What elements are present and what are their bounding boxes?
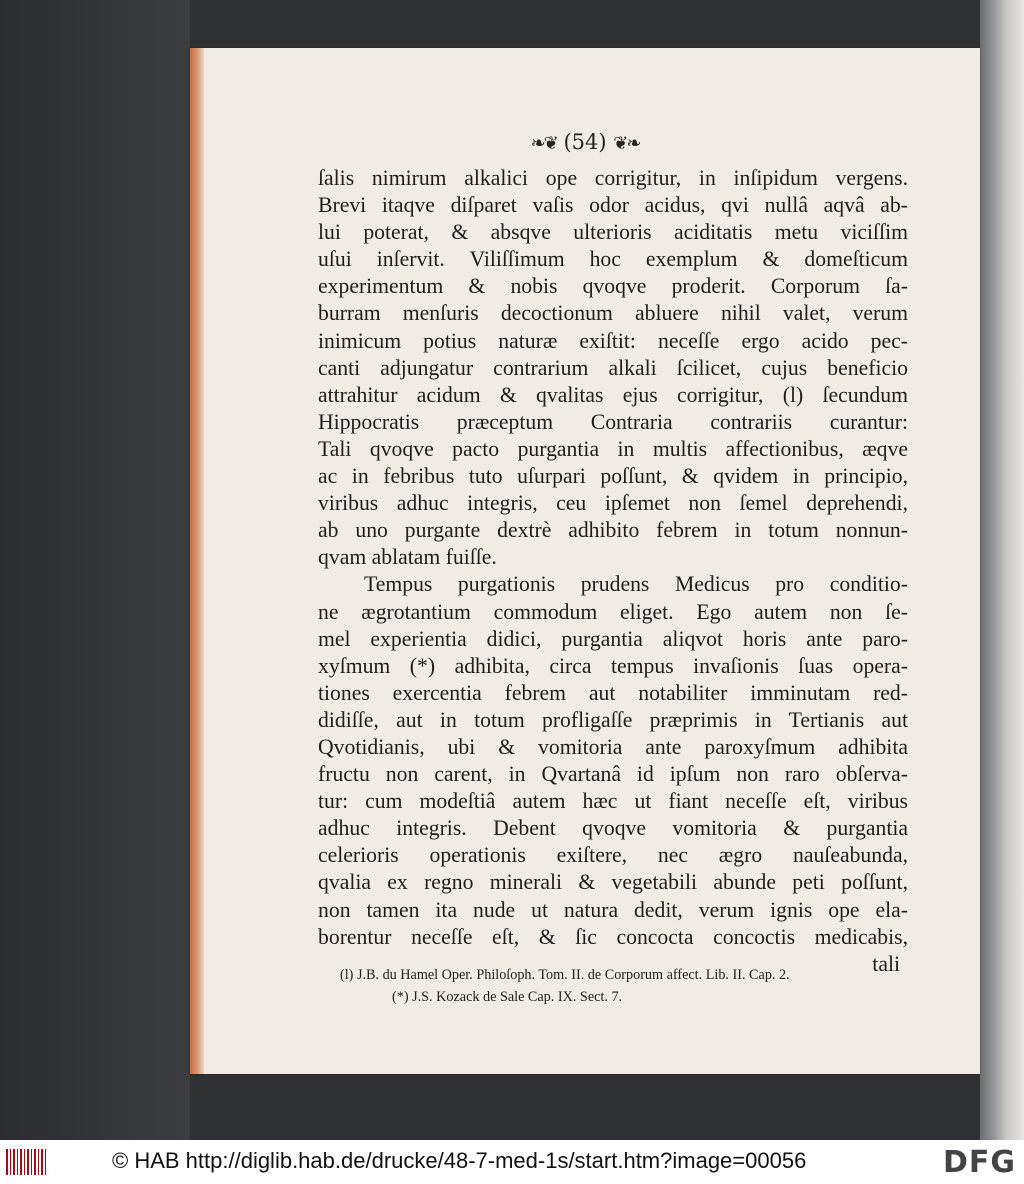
- text-line: viribus adhuc integris, ceu ipſemet non ſemel deprehendi,: [318, 491, 908, 516]
- text-line: Hippocratis præceptum Contraria contrariis curantur:: [318, 409, 908, 434]
- text-line: fructu non carent, in Qvartanâ id ipſum non raro obſerva-: [318, 762, 908, 787]
- text-line: non tamen ita nude ut natura dedit, verum ignis ope ela-: [318, 897, 908, 922]
- text-line: adhuc integris. Debent qvoqve vomitoria & purgantia: [318, 816, 908, 841]
- catchword: tali: [872, 951, 900, 976]
- page-edge: [190, 48, 204, 1074]
- book-page: [190, 48, 980, 1074]
- text-line: Qvotidianis, ubi & vomitoria ante paroxyſmum adhibita: [318, 734, 908, 759]
- text-line: tur: cum modeſtiâ autem hæc ut fiant neceſſe eſt, viribus: [318, 789, 908, 814]
- text-line: attrahitur acidum & qvalitas ejus corrigitur, (l) ſecundum: [318, 382, 908, 407]
- text-line: ac in febribus tuto uſurpari poſſunt, & qvidem in principio,: [318, 464, 908, 489]
- ornament-right-icon: ❦❧: [613, 133, 640, 154]
- text-line: mel experientia didici, purgantia aliqvot horis ante paro-: [318, 626, 908, 651]
- scan-backdrop-left: [0, 0, 190, 1140]
- text-line: Brevi itaqve diſparet vaſis odor acidus, qvi nullâ aqvâ ab-: [318, 193, 908, 218]
- text-line: qvam ablatam fuiſſe.: [318, 545, 497, 570]
- text-line: inimicum potius naturæ exiſtit: neceſſe ergo acido pec-: [318, 328, 908, 353]
- footnotes: [340, 964, 920, 1008]
- text-line: burram menſuris decoctionum abluere nihil valet, verum: [318, 301, 908, 326]
- scan-backdrop-right: [980, 0, 1024, 1140]
- text-line: uſui inſervit. Viliſſimum hoc exemplum & domeſticum: [318, 247, 908, 272]
- text-line: Tali qvoqve pacto purgantia in multis affectionibus, æqve: [318, 436, 908, 461]
- barcode-icon: [6, 1149, 46, 1175]
- body-text: [318, 165, 908, 978]
- text-line: Tempus purgationis prudens Medicus pro conditio-: [364, 572, 908, 597]
- text-line: tiones exercentia febrem aut notabiliter imminutam red-: [318, 680, 908, 705]
- text-line: didiſſe, aut in totum profligaſſe præprimis in Tertianis aut: [318, 707, 908, 732]
- text-line: ab uno purgante dextrè adhibito febrem in totum nonnun-: [318, 518, 908, 543]
- dfg-logo: DFG: [942, 1145, 1016, 1180]
- text-line: lui poterat, & absqve ulterioris aciditatis metu viciſſim: [318, 220, 908, 245]
- text-line: experimentum & nobis qvoqve proderit. Corporum ſa-: [318, 274, 908, 299]
- text-line: borentur neceſſe eſt, & ſic concocta concoctis medicabis,: [318, 924, 908, 949]
- text-line: qvalia ex regno minerali & vegetabili abunde peti poſſunt,: [318, 870, 908, 895]
- text-line: xyſmum (*) adhibita, circa tempus invaſionis ſuas opera-: [318, 653, 908, 678]
- text-line: canti adjungatur contrarium alkali ſcilicet, cujus beneficio: [318, 355, 908, 380]
- page-number: (54): [563, 130, 607, 154]
- text-line: ſalis nimirum alkalici ope corrigitur, in inſipidum vergens.: [318, 166, 908, 190]
- ornament-left-icon: ❧❦: [530, 133, 557, 154]
- source-credit-link[interactable]: © HAB http://diglib.hab.de/drucke/48-7-med-1s/start.htm?image=00056: [112, 1148, 807, 1173]
- footnote: (l) J.B. du Hamel Oper. Philoſoph. Tom. II. de Corporum affect. Lib. II. Cap. 2.: [340, 967, 790, 983]
- page-header: [190, 130, 980, 154]
- text-line: ne ægrotantium commodum eliget. Ego autem non ſe-: [318, 599, 908, 624]
- footnote: (*) J.S. Kozack de Sale Cap. IX. Sect. 7.: [392, 989, 623, 1005]
- text-line: celerioris operationis exiſtere, nec ægro nauſeabunda,: [318, 843, 908, 868]
- footer-bar: [0, 1140, 1024, 1184]
